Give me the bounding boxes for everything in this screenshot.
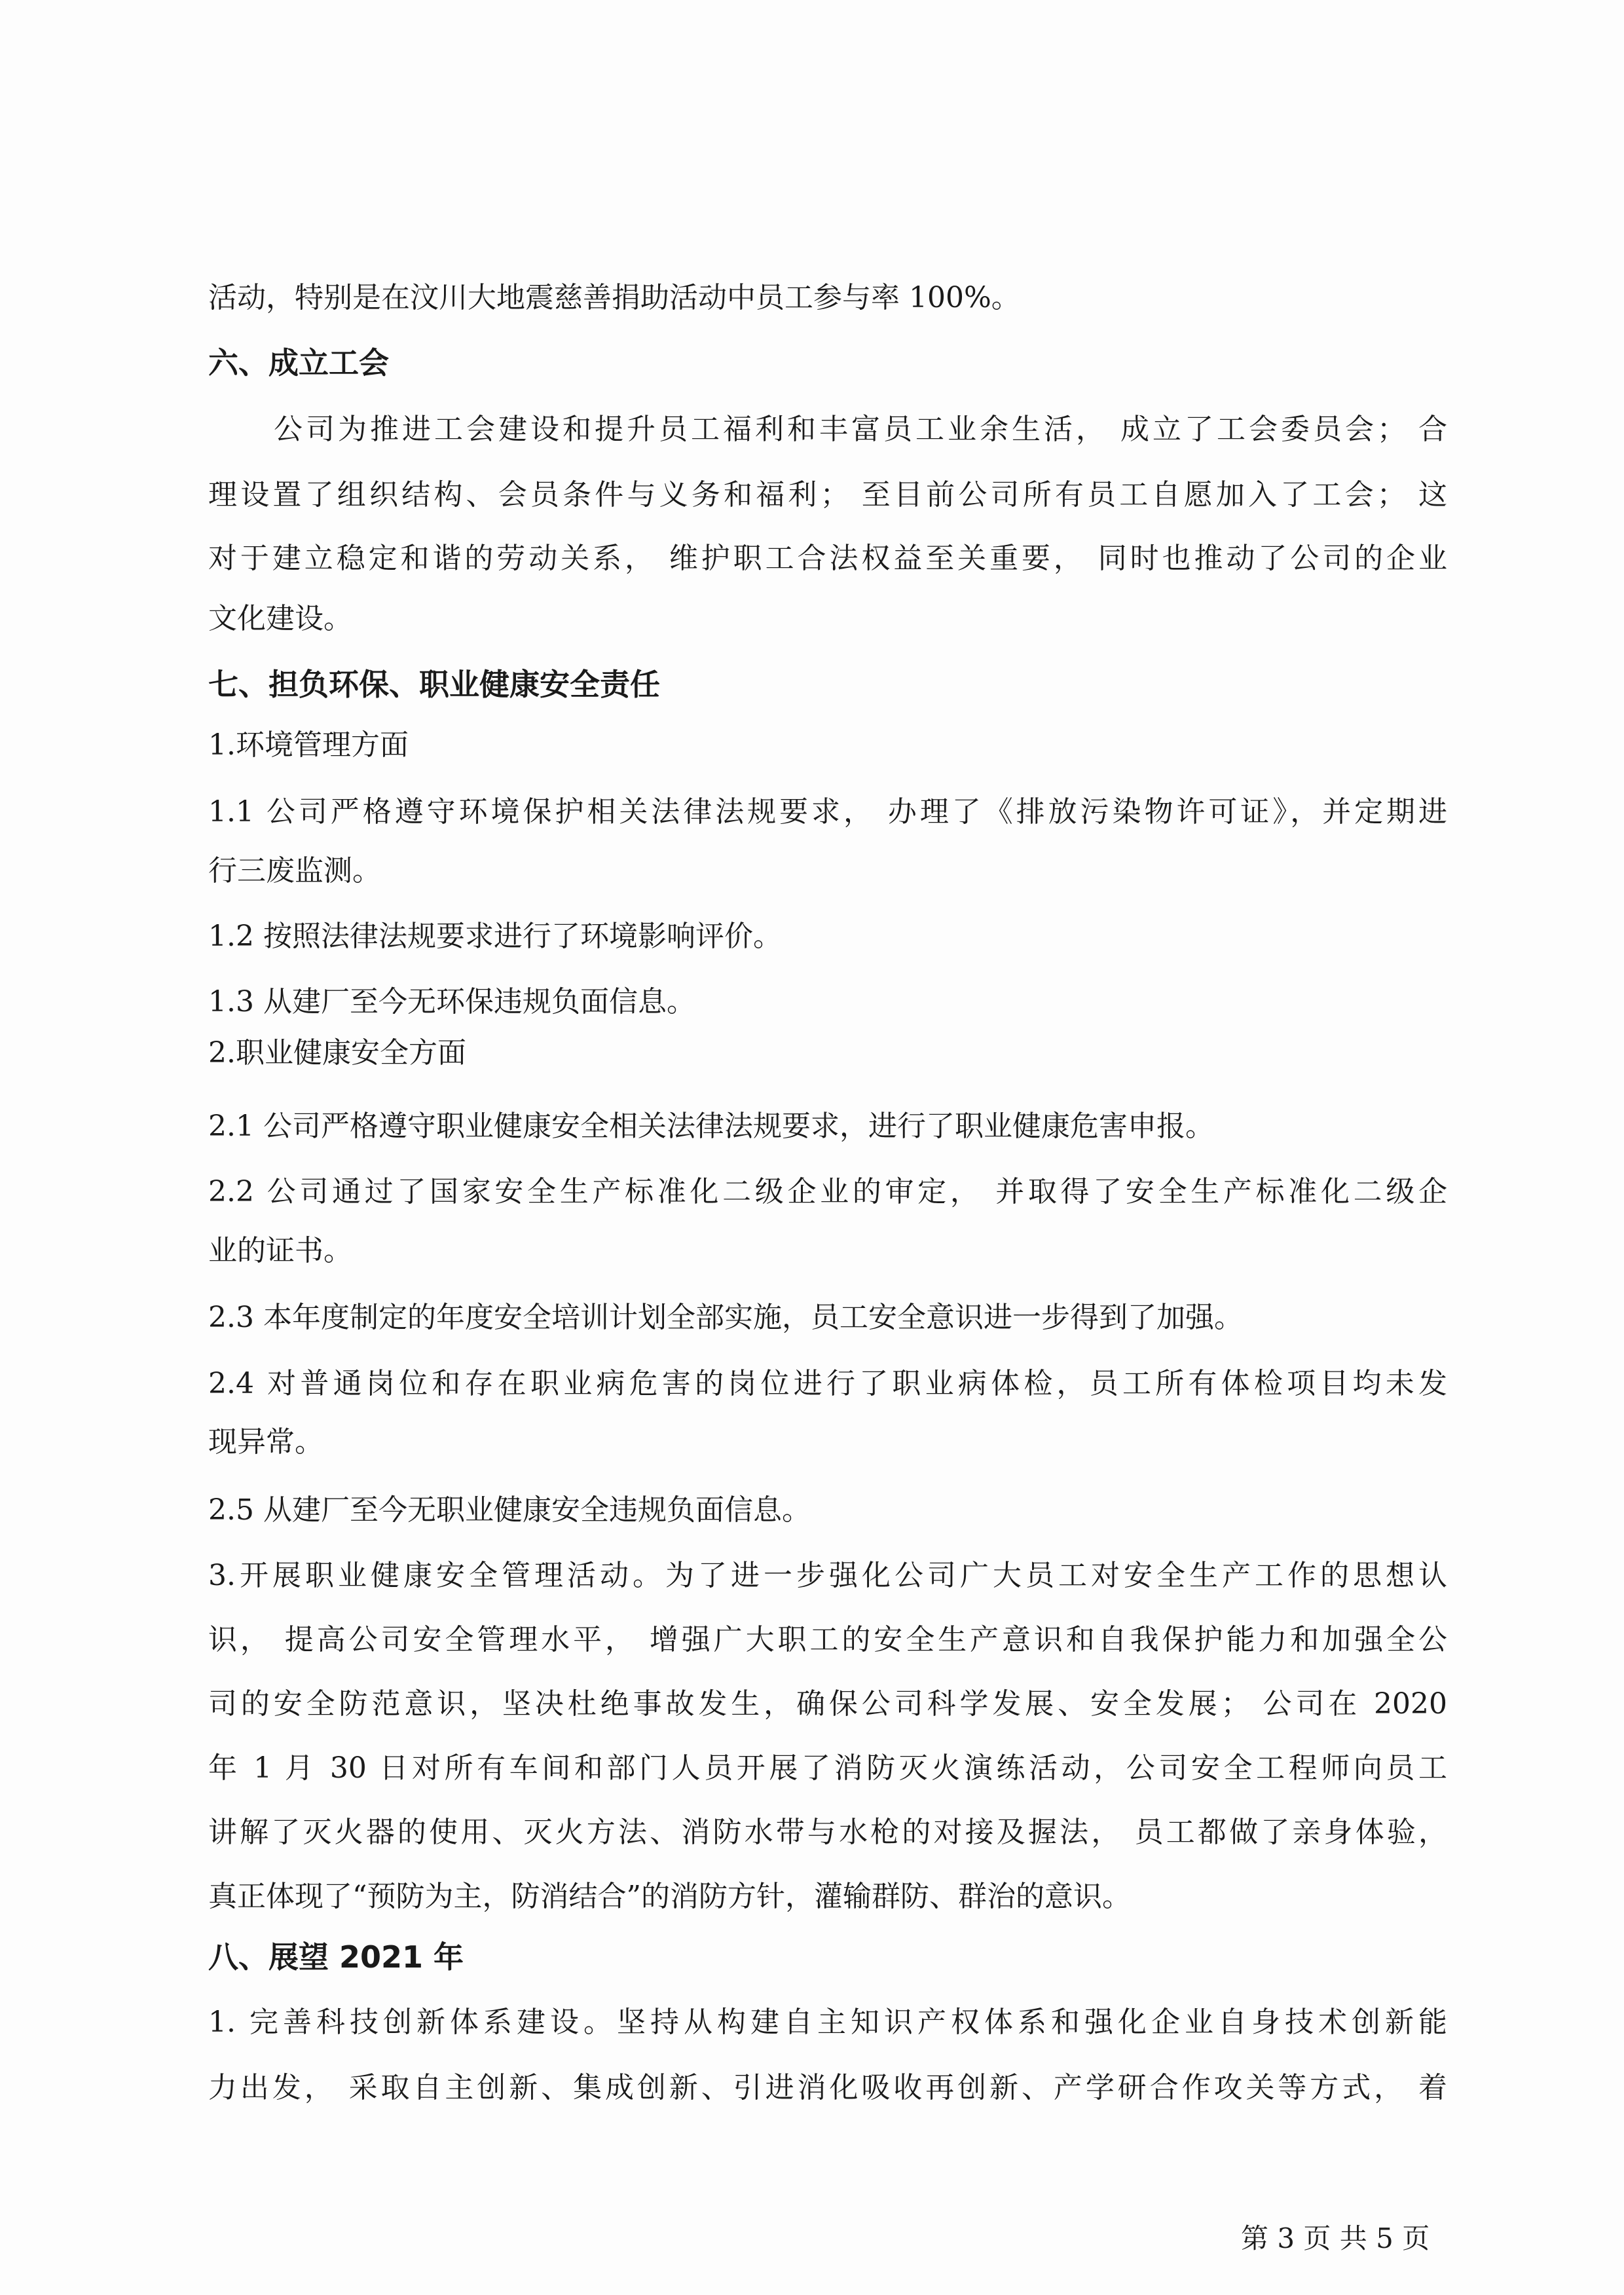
text-line: 活动，特别是在汶川大地震慈善捐助活动中员工参与率 100%。 bbox=[208, 281, 1020, 314]
text-line: 识， 提高公司安全管理水平， 增强广大职工的安全生产意识和自我保护能力和加强全公 bbox=[208, 1623, 1447, 1656]
text-line: 业的证书。 bbox=[208, 1234, 352, 1267]
text-line: 2.1 公司严格遵守职业健康安全相关法律法规要求，进行了职业健康危害申报。 bbox=[208, 1110, 1214, 1143]
text-line: 2.2 公司通过了国家安全生产标准化二级企业的审定， 并取得了安全生产标准化二级企 bbox=[208, 1175, 1447, 1208]
section-heading-8: 八、展望 2021 年 bbox=[208, 1939, 464, 1975]
text-line: 司的安全防范意识，坚决杜绝事故发生，确保公司科学发展、安全发展； 公司在 2020 bbox=[208, 1687, 1447, 1721]
text-line: 理设置了组织结构、会员条件与义务和福利； 至目前公司所有员工自愿加入了工会； 这 bbox=[208, 478, 1447, 512]
text-line: 文化建设。 bbox=[208, 602, 352, 635]
text-line: 真正体现了“预防为主，防消结合”的消防方针，灌输群防、群治的意识。 bbox=[208, 1880, 1131, 1913]
text-line: 力出发， 采取自主创新、集成创新、引进消化吸收再创新、产学研合作攻关等方式， 着 bbox=[208, 2071, 1447, 2104]
text-line: 公司为推进工会建设和提升员工福利和丰富员工业余生活， 成立了工会委员会； 合 bbox=[274, 413, 1447, 446]
page-number-footer: 第 3 页 共 5 页 bbox=[1241, 2222, 1430, 2254]
section-heading-6: 六、成立工会 bbox=[208, 345, 389, 381]
text-line: 年 1 月 30 日对所有车间和部门人员开展了消防灭火演练活动，公司安全工程师向员工 bbox=[208, 1751, 1447, 1785]
text-line: 1.环境管理方面 bbox=[208, 728, 409, 762]
text-line: 2.5 从建厂至今无职业健康安全违规负面信息。 bbox=[208, 1493, 811, 1527]
text-line: 1.3 从建厂至今无环保违规负面信息。 bbox=[208, 985, 695, 1018]
text-line: 对于建立稳定和谐的劳动关系， 维护职工合法权益至关重要， 同时也推动了公司的企业 bbox=[208, 542, 1447, 575]
text-line: 1.2 按照法律法规要求进行了环境影响评价。 bbox=[208, 920, 782, 953]
text-line: 2.职业健康安全方面 bbox=[208, 1036, 466, 1070]
text-line: 行三废监测。 bbox=[208, 854, 381, 887]
text-line: 1. 完善科技创新体系建设。坚持从构建自主知识产权体系和强化企业自身技术创新能 bbox=[208, 2006, 1447, 2039]
section-heading-7: 七、担负环保、职业健康安全责任 bbox=[208, 667, 660, 702]
text-line: 3.开展职业健康安全管理活动。为了进一步强化公司广大员工对安全生产工作的思想认 bbox=[208, 1559, 1447, 1592]
text-line: 现异常。 bbox=[208, 1425, 323, 1459]
text-line: 讲解了灭火器的使用、灭火方法、消防水带与水枪的对接及握法， 员工都做了亲身体验， bbox=[208, 1816, 1447, 1849]
text-line: 2.4 对普通岗位和存在职业病危害的岗位进行了职业病体检，员工所有体检项目均未发 bbox=[208, 1367, 1447, 1400]
text-line: 1.1 公司严格遵守环境保护相关法律法规要求， 办理了《排放污染物许可证》，并定期进 bbox=[208, 795, 1447, 829]
text-line: 2.3 本年度制定的年度安全培训计划全部实施，员工安全意识进一步得到了加强。 bbox=[208, 1301, 1243, 1334]
